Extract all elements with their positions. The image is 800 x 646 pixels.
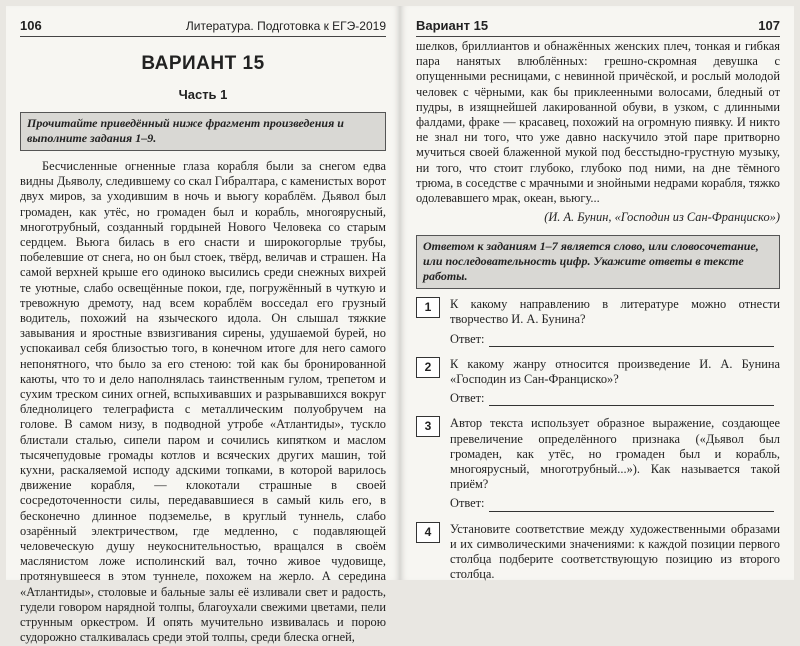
right-page-number: 107	[758, 18, 780, 33]
answer-line[interactable]	[450, 496, 780, 511]
tasks-instruction: Ответом к заданиям 1–7 является слово, или словосочетание, или последовательность цифр. Укажите ответы в тексте работы.	[416, 235, 780, 289]
excerpt-continuation-text: шелков, бриллиантов и обнажённых женских плеч, тонкая и гибкая пара нанятых влюблённых: грешно-скромная девушка с опущенными ресницами, с невинной причёской, и рослый молодой человек с чёрными, как бы приклеенными волосами, бледный от пудры, в изящнейшей лакированной обуви, в узком, с длинными фалдами, фраке — красавец, похожий на огромную пиявку. И никто не знал ни того, что уже давно наскучило этой паре притворно мучиться своей блаженной мукой под бесстыдно-грустную музыку, ни того, что стоит глубоко, глубоко под ними, на дне тёмного трюма, в соседстве с мрачными и знойными недрами корабля, тяжко одолевавшего мрак, океан, вьюгу...	[416, 39, 780, 206]
answer-line[interactable]	[450, 391, 780, 406]
task-body	[450, 297, 780, 347]
answer-field[interactable]	[489, 499, 775, 512]
excerpt-paragraph: Бесчисленные огненные глаза корабля были за снегом едва видны Дьяволу, следившему со скал Гибралтара, с каменистых ворот двух миров, за уходившим в ночь и вьюгу кораблём. Дьявол был громаден, как утёс, но громаден был и корабль, многоярусный, многотрубный, созданный гордыней Нового Человека со старым сердцем. Вьюга билась в его снасти и широкогорлые трубы, побелевшие от снега, но он был стоек, твёрд, величав и страшен. На самой верхней крыше его одиноко высились среди снежных вихрей те уютные, слабо освещённые покои, где, погружённый в чуткую и тревожную дремоту, над всем кораблём восседал его грузный водитель, похожий на языческого идола. Он слышал тяжкие завывания и яростные взвизгивания сирены, удушаемой бурей, но успокаивал себя близостью того, в конечном итоге для него самого непонятного, что было за его стеною: той как бы бронированной каюты, что то и дело наполнялась таинственным гулом, трепетом и сухим треском синих огней, вспыхивавших и разрывавшихся вокруг бледнолицего телеграфиста с металлическим полуобручем на голове. В самом низу, в подводной утробе «Атлантиды», тускло блистали сталью, сипели паром и сочились кипятком и маслом тысячепудовые громады котлов и всяческих других машин, той кухни, раскаляемой исподу адскими топками, в которой варилось движение корабля, — клокотали страшные в своей сосредоточенности силы, передававшиеся в самый киль его, в бесконечно длинное подземелье, в круглый туннель, слабо озарённый электричеством, где медленно, с подавляющей человеческую душу неукоснительностью, вращался в своём маслянистом ложе исполинский вал, точно живое чудовище, протянувшееся в этом туннеле, похожем на жерло. А середина «Атлантиды», столовые и бальные залы её изливали свет и радость, гудели говором нарядной толпы, благоухали свежими цветами, пели струнным оркестром. И опять мучительно извивалась и порою судорожно сталкивалась среди этой толпы, среди блеска огней,	[20, 159, 386, 645]
left-running-head	[20, 6, 386, 37]
answer-field[interactable]	[489, 334, 775, 347]
excerpt-continuation	[416, 39, 780, 206]
excerpt-text	[20, 159, 386, 646]
left-page-number: 106	[20, 18, 42, 33]
task-question: Установите соответствие между художественными образами и их символическими значениями: к каждой позиции первого столбца подберите соответствующую позицию из второго столбца.	[450, 521, 780, 582]
task-number-box: 1	[416, 297, 440, 318]
task-2	[416, 357, 780, 407]
task-number-box: 3	[416, 416, 440, 437]
task-body	[450, 416, 780, 511]
task-3	[416, 416, 780, 511]
variant-title: ВАРИАНТ 15	[141, 53, 265, 74]
reading-instruction: Прочитайте приведённый ниже фрагмент произведения и выполните задания 1–9.	[20, 112, 386, 151]
task-question: К какому направлению в литературе можно отнести творчество И. А. Бунина?	[450, 297, 780, 327]
left-page	[6, 6, 400, 645]
task-body	[450, 357, 780, 407]
answer-field[interactable]	[489, 393, 775, 406]
task-4	[416, 522, 780, 583]
answer-label: Ответ:	[450, 391, 485, 406]
source-attribution: (И. А. Бунин, «Господин из Сан-Франциско»)	[544, 210, 780, 225]
task-question: Автор текста использует образное выражение, создающее превеличение определённого признака («Дьявол был громаден, как утёс, но громаден был и корабль, многоярусный, многотрубный...»). Как называется такой приём?	[450, 416, 780, 492]
task-question: К какому жанру относится произведение И. А. Бунина «Господин из Сан-Франциско»?	[450, 356, 780, 387]
task-1	[416, 297, 780, 347]
left-running-title: Литература. Подготовка к ЕГЭ-2019	[185, 19, 386, 33]
task-number-box: 4	[416, 522, 440, 543]
task-number-box: 2	[416, 357, 440, 378]
answer-line[interactable]	[450, 332, 780, 347]
right-running-head	[416, 6, 780, 37]
right-page	[400, 6, 794, 580]
answer-label: Ответ:	[450, 496, 485, 511]
answer-label: Ответ:	[450, 331, 485, 346]
task-body	[450, 522, 780, 583]
right-running-title: Вариант 15	[416, 18, 489, 33]
part-title: Часть 1	[178, 87, 228, 102]
